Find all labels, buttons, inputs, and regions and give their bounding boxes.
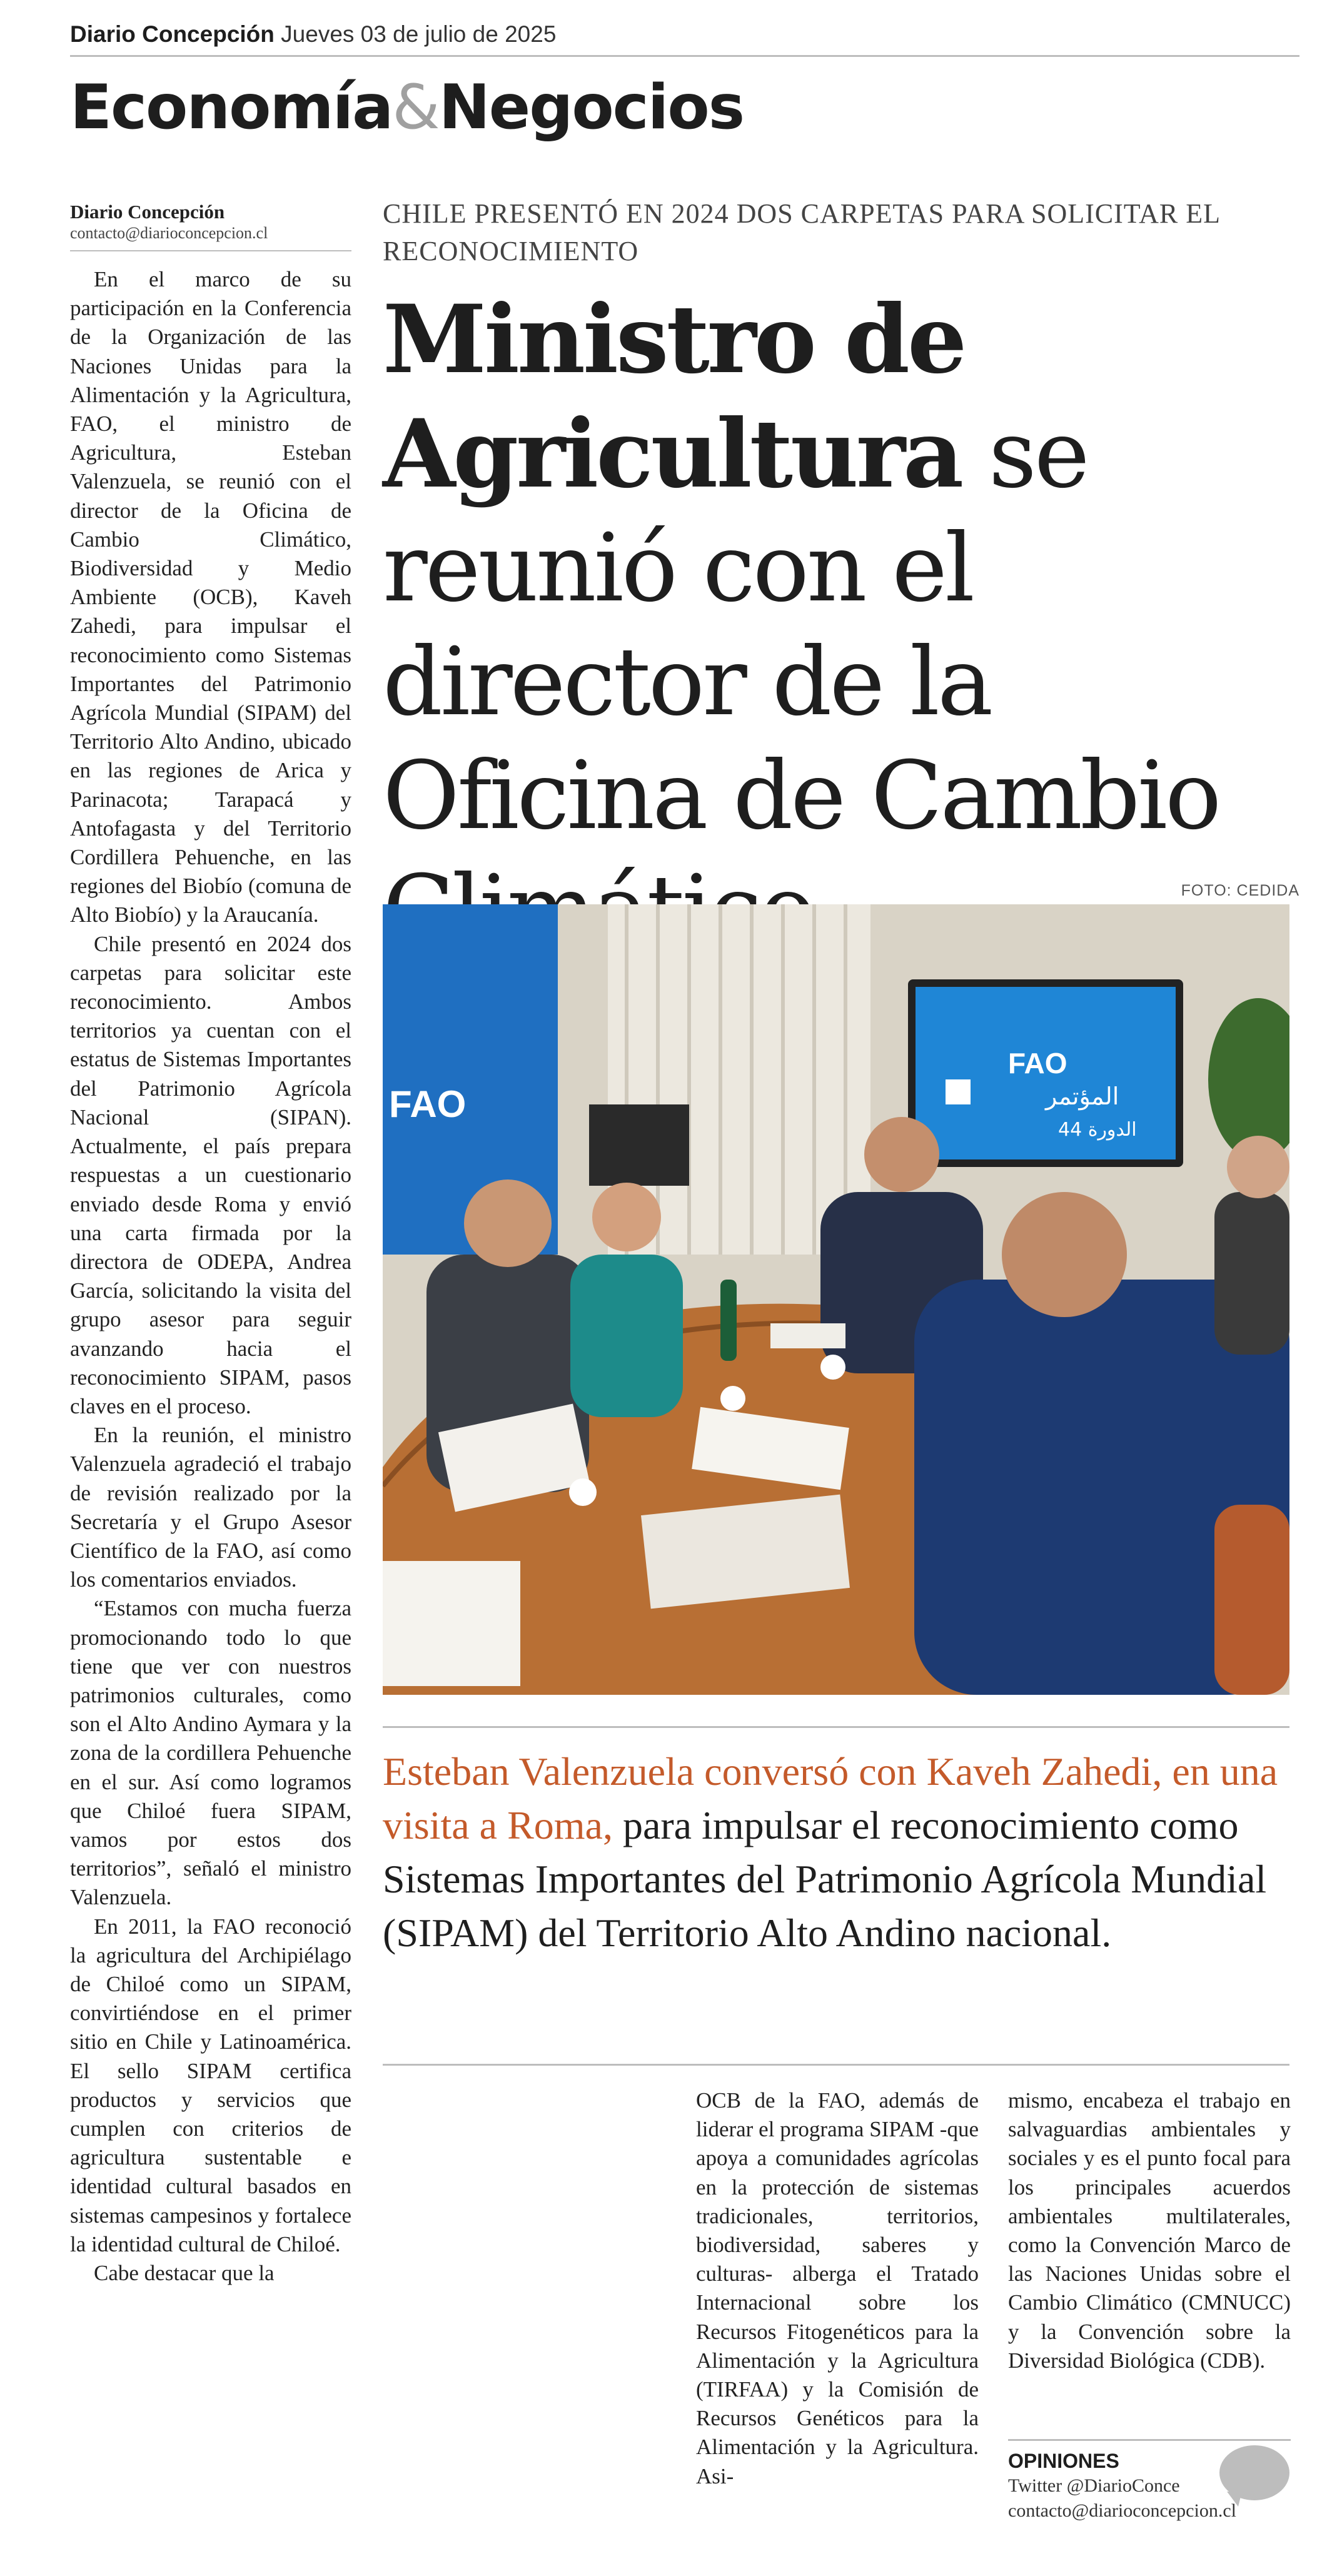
headline [383, 283, 1308, 967]
headline-rest: se reunió con el director de la Oficina de Cambio [383, 400, 1219, 851]
author-name: Diario Concepción [70, 201, 225, 223]
body-paragraph-2: Chile presentó en 2024 dos carpetas para solicitar este reconocimiento. Ambos territorios ya cuentan con el estatus de Sistemas Importantes del Patrimonio Agrícola Nacional (SIPAN). Actualmente, el país prepara respuestas a un cuestionario enviado desde Roma y envió una carta firmada por la directora de ODEPA, Andrea García, solicitando la visita del grupo asesor para seguir avanzando hacia el reconocimiento SIPAM, pasos claves en el proceso. [70, 931, 351, 1418]
top-bar [70, 19, 1299, 57]
photo-caption [383, 1745, 1289, 1960]
paper-name: Diario Concepción [70, 21, 275, 47]
left-column [70, 200, 351, 2288]
body-paragraph-1: En el marco de su participación en la Conferencia de la Organización de las Naciones Unidas para la Alimentación y la Agricultura, FAO, el ministro de Agricultura, Esteban Valenzuela, se reunió con el director de la Oficina de Cambio Climático, Biodiversidad y Medio Ambiente (OCB), Kaveh Zahedi, para impulsar el reconocimiento como Sistemas Importantes del Patrimonio Agrícola Mundial (SIPAM) del Territorio Alto Andino, ubicado en las regiones de Arica y Parinacota; Tarapacá y Antofagasta y del Territorio Cordillera Pehuenche, en las regiones del Biobío (comuna de Alto Biobío) y la Araucanía. [70, 267, 351, 927]
body-paragraph-4: “Estamos con mucha fuerza promocionando todo lo que tiene que ver con nuestros patrimonios culturales, como son el Alto Andino Aymara y la zona de la cordillera Pehuenche en el sur. Así como logramos que Chiloé fuera SIPAM, vamos por estos dos territorios”, señaló el ministro Valenzuela. [70, 1596, 351, 1910]
section-title-part2: Negocios [438, 72, 744, 143]
issue-date: Jueves 03 de julio de 2025 [281, 21, 557, 47]
body-paragraph-6: Cabe destacar que la [94, 2261, 275, 2286]
photo-credit: FOTO: CEDIDA [1181, 882, 1299, 899]
caption-accent: Esteban Valenzuela conversó con Kaveh Zahedi, en una visita a Roma, [383, 1749, 1278, 1847]
speech-bubble-icon [1219, 2445, 1289, 2500]
author-email: contacto@diarioconcepcion.cl [70, 224, 351, 251]
section-title-part1: Economía [70, 72, 393, 143]
caption-divider-top [383, 1726, 1289, 1728]
screen-title: FAO [1008, 1047, 1067, 1079]
meeting-photo [383, 904, 1289, 1695]
section-title-amp: & [392, 72, 439, 143]
body-paragraph-5: En 2011, la FAO reconoció la agricultura del Archipiélago de Chiloé como un SIPAM, convirtiéndose en el primer sitio en Chile y Latinoamérica. El sello SIPAM certifica productos y servicios que cumplen con criterios de agricultura sustentable e identidad cultural basados en sistemas campesinos y fortalece la identidad cultural de Chiloé. [70, 1914, 351, 2256]
body-paragraph-3: En la reunión, el ministro Valenzuela agradeció el trabajo de revisión realizado por la Secretaría y el Grupo Asesor Científico de la FAO, así como los comentarios enviados. [70, 1423, 351, 1592]
screen-subtitle: الدورة 44 [1058, 1119, 1137, 1141]
middle-column: OCB de la FAO, además de liderar el programa SIPAM -que apoya a comunidades agrícolas en la protección de sistemas tradicionales, territorios, biodiversidad, saberes y culturas- alberga el Tratado Internacional sobre los Recursos Fitogenéticos para la Alimentación y la Agricultura (TIRFAA) y la Comisión de Recursos Genéticos para la Alimentación y la Agricultura. Asi- [696, 2088, 979, 2488]
kicker: CHILE PRESENTÓ EN 2024 DOS CARPETAS PARA SOLICITAR EL RECONOCIMIENTO [383, 198, 1220, 266]
caption-rest: para impulsar el reconocimiento como Sistemas Importantes del Patrimonio Agrícola Mundial (SIPAM) del Territorio Alto Andino nacional. [383, 1803, 1267, 1955]
caption-divider-bottom [383, 2064, 1289, 2066]
right-column: mismo, encabeza el trabajo en salvaguardias ambientales y sociales y es el punto focal para los principales acuerdos ambientales multilaterales, como la Convención Marco de las Naciones Unidas sobre el Cambio Climático (CMNUCC) y la Convención sobre la Diversidad Biológica (CDB). [1008, 2088, 1291, 2373]
opinions-email: contacto@diarioconcepcion.cl [1008, 2500, 1236, 2521]
fao-wall-logo: FAO [389, 1083, 467, 1125]
headline-bold: Ministro de Agricultura [383, 285, 965, 509]
opinions-label: OPINIONES [1008, 2450, 1119, 2472]
screen-arabic: المؤتمر [1046, 1083, 1119, 1110]
section-title [70, 70, 744, 145]
opinions-twitter: Twitter @DiarioConce [1008, 2475, 1180, 2496]
